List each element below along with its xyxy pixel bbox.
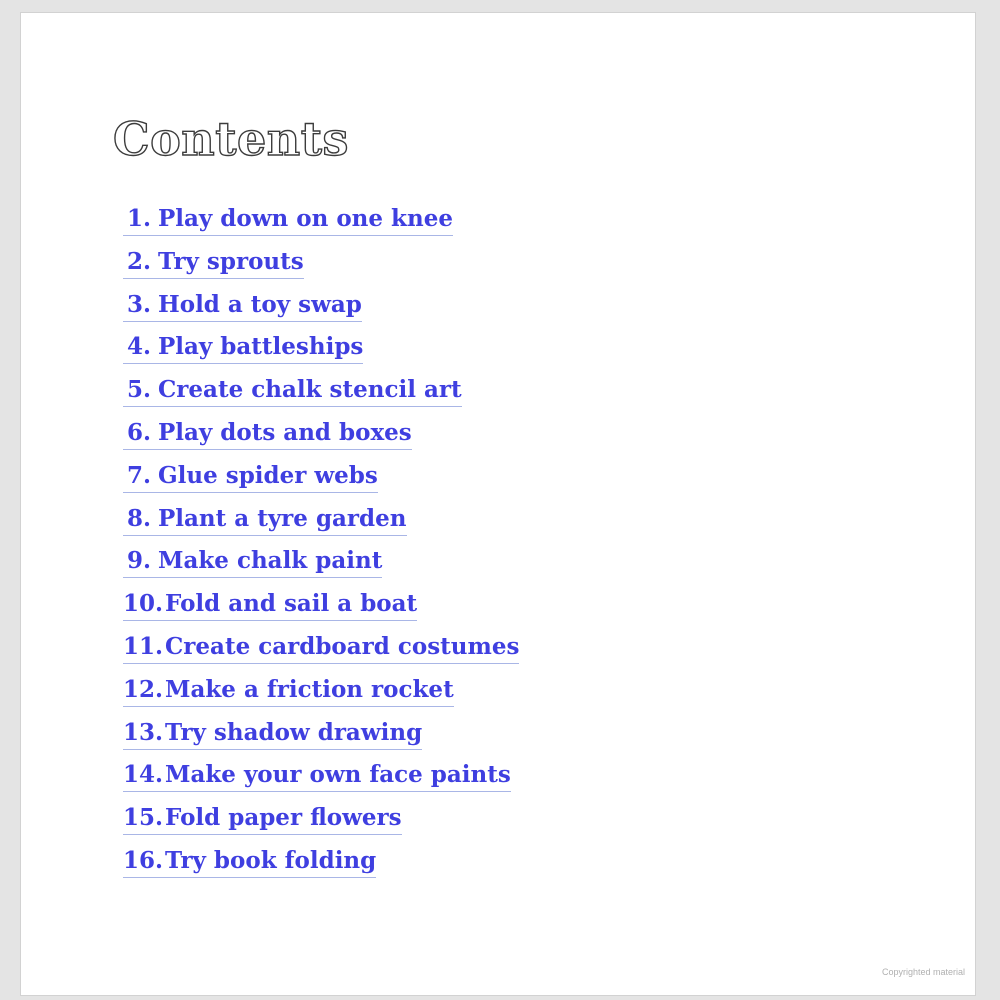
toc-link[interactable] [123, 375, 462, 407]
toc-label: Play battleships [158, 333, 364, 361]
toc-item [123, 332, 519, 375]
toc-link[interactable] [123, 461, 378, 493]
toc-number: 14. [123, 761, 164, 789]
copyright-notice: Copyrighted material [881, 967, 965, 977]
toc-label: Play dots and boxes [158, 418, 412, 446]
toc-label: Fold and sail a boat [165, 590, 418, 618]
toc-item [123, 589, 519, 632]
toc-item [123, 846, 519, 889]
toc-item [123, 546, 519, 589]
toc-number: 7. [126, 461, 151, 489]
toc-number: 5. [126, 376, 151, 404]
toc-item [123, 375, 519, 418]
toc-label: Create cardboard costumes [165, 632, 520, 660]
toc-item [123, 675, 519, 718]
toc-number: 2. [126, 247, 151, 275]
toc-item [123, 504, 519, 547]
toc-link[interactable] [123, 846, 376, 878]
document-page [20, 12, 976, 996]
toc-number: 13. [123, 718, 164, 746]
toc-number: 8. [126, 504, 151, 532]
toc-item [123, 290, 519, 333]
toc-label: Hold a toy swap [158, 290, 362, 318]
toc-link[interactable] [123, 803, 402, 835]
toc-number: 4. [126, 333, 151, 361]
toc-link[interactable] [123, 589, 417, 621]
toc-label: Plant a tyre garden [158, 504, 407, 532]
toc-number: 6. [126, 418, 151, 446]
toc-item [123, 418, 519, 461]
toc-label: Make chalk paint [158, 547, 383, 575]
toc-item [123, 204, 519, 247]
toc-label: Try shadow drawing [165, 718, 423, 746]
toc-label: Fold paper flowers [165, 804, 402, 832]
toc-link[interactable] [123, 675, 454, 707]
toc-number: 11. [123, 632, 164, 660]
toc-label: Try book folding [165, 846, 377, 874]
toc-label: Try sprouts [158, 247, 304, 275]
toc-link[interactable] [123, 546, 382, 578]
toc-link[interactable] [123, 290, 362, 322]
toc-item [123, 247, 519, 290]
toc-item [123, 461, 519, 504]
contents-title: Contents [113, 112, 349, 166]
toc-number: 3. [126, 290, 151, 318]
toc-link[interactable] [123, 418, 412, 450]
toc-label: Make your own face paints [165, 761, 511, 789]
toc-item [123, 718, 519, 761]
toc-link[interactable] [123, 204, 453, 236]
toc-link[interactable] [123, 718, 422, 750]
toc-number: 9. [126, 547, 151, 575]
toc-item [123, 803, 519, 846]
toc-number: 16. [123, 846, 164, 874]
toc-link[interactable] [123, 247, 304, 279]
toc-number: 10. [123, 590, 164, 618]
toc-number: 1. [126, 205, 151, 232]
toc-number: 15. [123, 804, 164, 832]
toc-label: Create chalk stencil art [158, 376, 462, 404]
toc-label: Glue spider webs [158, 461, 378, 489]
toc-label: Play down on one knee [158, 205, 453, 232]
toc-link[interactable] [123, 332, 363, 364]
table-of-contents [123, 204, 519, 889]
toc-item [123, 632, 519, 675]
toc-link[interactable] [123, 760, 511, 792]
toc-item [123, 760, 519, 803]
toc-link[interactable] [123, 504, 407, 536]
toc-number: 12. [123, 675, 164, 703]
toc-link[interactable] [123, 632, 519, 664]
toc-label: Make a friction rocket [165, 675, 454, 703]
